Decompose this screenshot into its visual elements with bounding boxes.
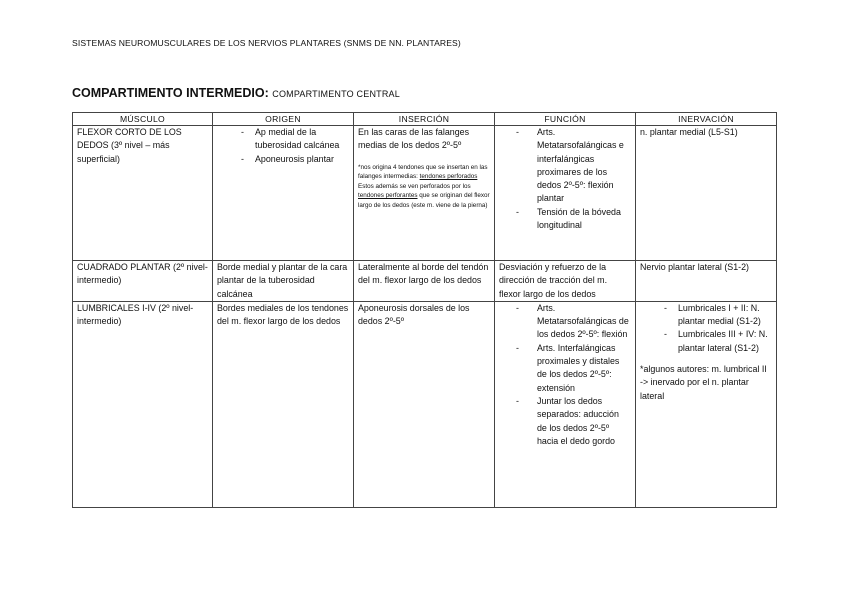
- insertion-text: En las caras de las falanges medias de los dedos 2º-5º: [358, 127, 470, 151]
- table-row: [73, 261, 777, 302]
- table-header-row: [73, 113, 777, 126]
- cell-insertion: [354, 126, 495, 261]
- list-item: - Juntar los dedos separados: aducción de los dedos 2º-5º hacia el dedo gordo: [499, 395, 631, 448]
- cell-muscle: FLEXOR CORTO DE LOS DEDOS (3º nivel – más superficial): [73, 126, 213, 261]
- note-text: *nos origina 4 tendones que se insertan en las falanges intermedias:: [358, 163, 488, 181]
- cell-insertion: Aponeurosis dorsales de los dedos 2º-5º: [354, 301, 495, 507]
- cell-origin: Bordes mediales de los tendones del m. flexor largo de los dedos: [213, 301, 354, 507]
- header-funcion: FUNCIÓN: [495, 113, 636, 126]
- cell-innervation: [636, 301, 777, 507]
- section-title: [72, 86, 400, 100]
- table-row: [73, 126, 777, 261]
- list-item: - Aponeurosis plantar: [217, 153, 349, 166]
- page-header: SISTEMAS NEUROMUSCULARES DE LOS NERVIOS PLANTARES (SNMS DE NN. PLANTARES): [72, 38, 461, 48]
- cell-function: Desviación y refuerzo de la dirección de tracción del m. flexor largo de los dedos: [495, 261, 636, 302]
- note-line: [358, 182, 490, 211]
- note-underlined: tendones perforados: [419, 173, 478, 181]
- note-text: Estos además se ven perforados por los: [358, 182, 471, 190]
- list-item: - Arts. Metatarsofalángicas de los dedos 2º-5º: flexión: [499, 302, 631, 342]
- section-subtitle: COMPARTIMENTO CENTRAL: [272, 89, 400, 99]
- header-insercion: INSERCIÓN: [354, 113, 495, 126]
- note-underlined: tendones perforantes: [358, 192, 418, 200]
- header-inervacion: INERVACIÓN: [636, 113, 777, 126]
- cell-insertion: Lateralmente al borde del tendón del m. flexor largo de los dedos: [354, 261, 495, 302]
- cell-origin: [213, 126, 354, 261]
- cell-function: [495, 301, 636, 507]
- header-origen: ORIGEN: [213, 113, 354, 126]
- insertion-note: [358, 163, 490, 211]
- list-item: - Lumbricales III + IV: N. plantar lateral (S1-2): [640, 328, 772, 355]
- section-title-main: COMPARTIMENTO INTERMEDIO:: [72, 86, 269, 100]
- list-item: - Arts. Metatarsofalángicas e interfalángicas proximares de los dedos 2º-5º: flexión plantar: [499, 126, 631, 206]
- function-list: [499, 302, 631, 448]
- list-item: - Arts. Interfalángicas proximales y distales de los dedos 2º-5º: extensión: [499, 342, 631, 395]
- cell-muscle: LUMBRICALES I-IV (2º nivel- intermedio): [73, 301, 213, 507]
- cell-innervation: Nervio plantar lateral (S1-2): [636, 261, 777, 302]
- cell-origin: Borde medial y plantar de la cara plantar de la tuberosidad calcánea: [213, 261, 354, 302]
- cell-innervation: n. plantar medial (L5-S1): [636, 126, 777, 261]
- table-row: [73, 301, 777, 507]
- list-item: - Ap medial de la tuberosidad calcánea: [217, 126, 349, 153]
- header-musculo: MÚSCULO: [73, 113, 213, 126]
- origin-list: [217, 126, 349, 166]
- note-text: que se originan del flexor largo de los dedos (este m. viene de la pierna): [358, 192, 490, 209]
- cell-muscle: CUADRADO PLANTAR (2º nivel- intermedio): [73, 261, 213, 302]
- note-line: [358, 163, 490, 182]
- list-item: - Lumbricales I + II: N. plantar medial (S1-2): [640, 302, 772, 329]
- innervation-note: *algunos autores: m. lumbrical II -> inervado por el n. plantar lateral: [640, 364, 767, 401]
- muscles-table: [72, 112, 777, 508]
- innervation-list: [640, 302, 772, 355]
- cell-function: [495, 126, 636, 261]
- list-item: - Tensión de la bóveda longitudinal: [499, 206, 631, 233]
- function-list: [499, 126, 631, 232]
